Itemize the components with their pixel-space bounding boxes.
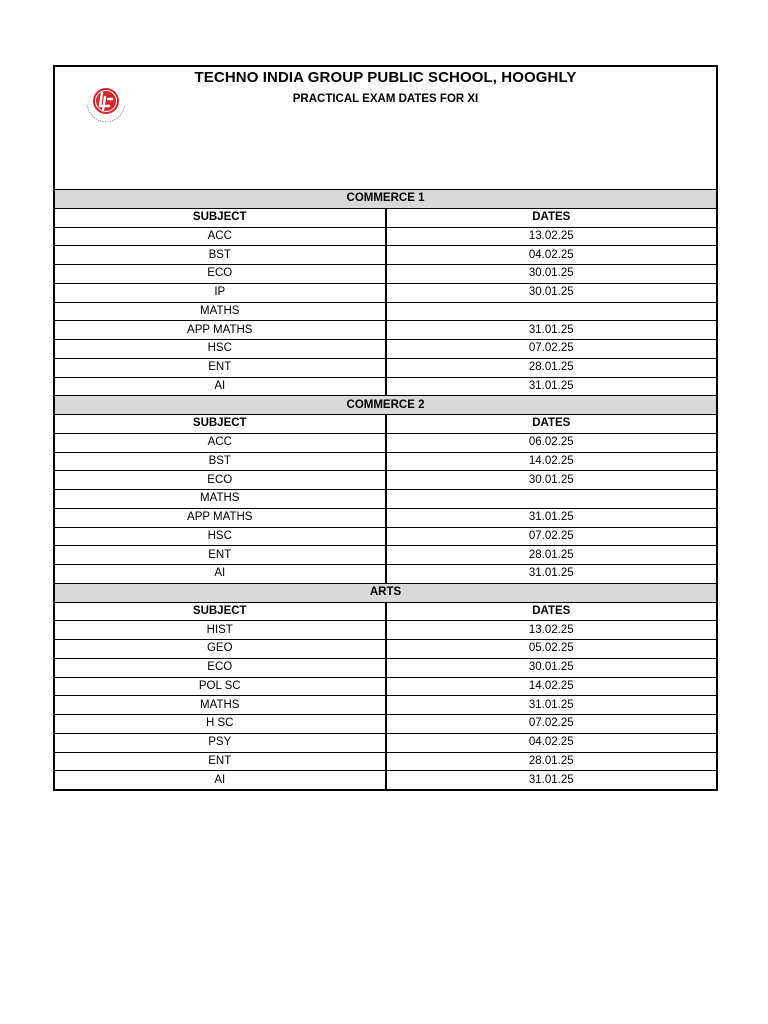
subject-cell: ENT (55, 358, 386, 377)
date-cell: 07.02.25 (386, 340, 717, 359)
subject-cell: POL SC (55, 677, 386, 696)
subject-cell: APP MATHS (55, 321, 386, 340)
date-cell: 30.01.25 (386, 471, 717, 490)
subject-cell: AI (55, 771, 386, 789)
table-row (55, 377, 716, 396)
subject-cell: HSC (55, 527, 386, 546)
table-row (55, 546, 716, 565)
subject-cell: HIST (55, 621, 386, 640)
subject-cell: ECO (55, 658, 386, 677)
table-row (55, 733, 716, 752)
date-cell: 04.02.25 (386, 733, 717, 752)
subject-cell: APP MATHS (55, 508, 386, 527)
subject-cell: BST (55, 246, 386, 265)
subject-cell: MATHS (55, 490, 386, 509)
date-cell: 28.01.25 (386, 546, 717, 565)
table-row (55, 471, 716, 490)
table-row (55, 621, 716, 640)
subject-cell: BST (55, 452, 386, 471)
date-cell: 31.01.25 (386, 508, 717, 527)
table-row (55, 265, 716, 284)
section-title: COMMERCE 1 (55, 190, 716, 208)
date-cell: 13.02.25 (386, 621, 717, 640)
section-title: COMMERCE 2 (55, 396, 716, 415)
subject-cell: IP (55, 283, 386, 302)
table-row (55, 752, 716, 771)
section-title: ARTS (55, 583, 716, 602)
date-cell: 28.01.25 (386, 752, 717, 771)
date-cell: 14.02.25 (386, 677, 717, 696)
table-row (55, 358, 716, 377)
date-cell (386, 302, 717, 321)
subject-cell: PSY (55, 733, 386, 752)
subject-cell: ECO (55, 265, 386, 284)
subject-cell: MATHS (55, 696, 386, 715)
subject-cell: HSC (55, 340, 386, 359)
document-subtitle: PRACTICAL EXAM DATES FOR XI (292, 93, 479, 105)
table-row (55, 640, 716, 659)
date-cell: 07.02.25 (386, 715, 717, 734)
table-row (55, 508, 716, 527)
document-header (55, 67, 716, 190)
date-cell: 31.01.25 (386, 377, 717, 396)
section-header-commerce-1 (55, 190, 716, 208)
column-header-row (55, 602, 716, 621)
table-row (55, 527, 716, 546)
date-cell: 31.01.25 (386, 771, 717, 789)
dates-column-header: DATES (386, 415, 717, 434)
date-cell: 31.01.25 (386, 565, 717, 584)
subject-cell: AI (55, 377, 386, 396)
date-cell: 31.01.25 (386, 321, 717, 340)
table-row (55, 283, 716, 302)
table-row (55, 677, 716, 696)
table-row (55, 340, 716, 359)
table-row (55, 452, 716, 471)
table-row (55, 321, 716, 340)
table-row (55, 433, 716, 452)
subject-cell: ENT (55, 752, 386, 771)
dates-column-header: DATES (386, 602, 717, 621)
school-name: TECHNO INDIA GROUP PUBLIC SCHOOL, HOOGHLY (194, 69, 577, 86)
subject-cell: MATHS (55, 302, 386, 321)
table-row (55, 771, 716, 789)
date-cell: 13.02.25 (386, 227, 717, 246)
section-header-commerce-2 (55, 396, 716, 415)
date-cell: 04.02.25 (386, 246, 717, 265)
table-row (55, 227, 716, 246)
date-cell (386, 490, 717, 509)
date-cell: 30.01.25 (386, 265, 717, 284)
subject-cell: ACC (55, 433, 386, 452)
date-cell: 07.02.25 (386, 527, 717, 546)
date-cell: 31.01.25 (386, 696, 717, 715)
date-cell: 05.02.25 (386, 640, 717, 659)
subject-column-header: SUBJECT (55, 208, 386, 227)
subject-cell: AI (55, 565, 386, 584)
exam-schedule-sheet (53, 65, 718, 791)
table-row (55, 658, 716, 677)
table-row (55, 302, 716, 321)
table-row (55, 490, 716, 509)
table-row (55, 715, 716, 734)
date-cell: 28.01.25 (386, 358, 717, 377)
table-row (55, 565, 716, 584)
date-cell: 14.02.25 (386, 452, 717, 471)
date-cell: 30.01.25 (386, 658, 717, 677)
exam-dates-table (55, 190, 716, 789)
table-row (55, 696, 716, 715)
section-header-arts (55, 583, 716, 602)
date-cell: 30.01.25 (386, 283, 717, 302)
column-header-row (55, 415, 716, 434)
table-row (55, 246, 716, 265)
column-header-row (55, 208, 716, 227)
subject-cell: H SC (55, 715, 386, 734)
subject-column-header: SUBJECT (55, 415, 386, 434)
date-cell: 06.02.25 (386, 433, 717, 452)
subject-cell: GEO (55, 640, 386, 659)
subject-cell: ENT (55, 546, 386, 565)
subject-column-header: SUBJECT (55, 602, 386, 621)
subject-cell: ECO (55, 471, 386, 490)
dates-column-header: DATES (386, 208, 717, 227)
subject-cell: ACC (55, 227, 386, 246)
